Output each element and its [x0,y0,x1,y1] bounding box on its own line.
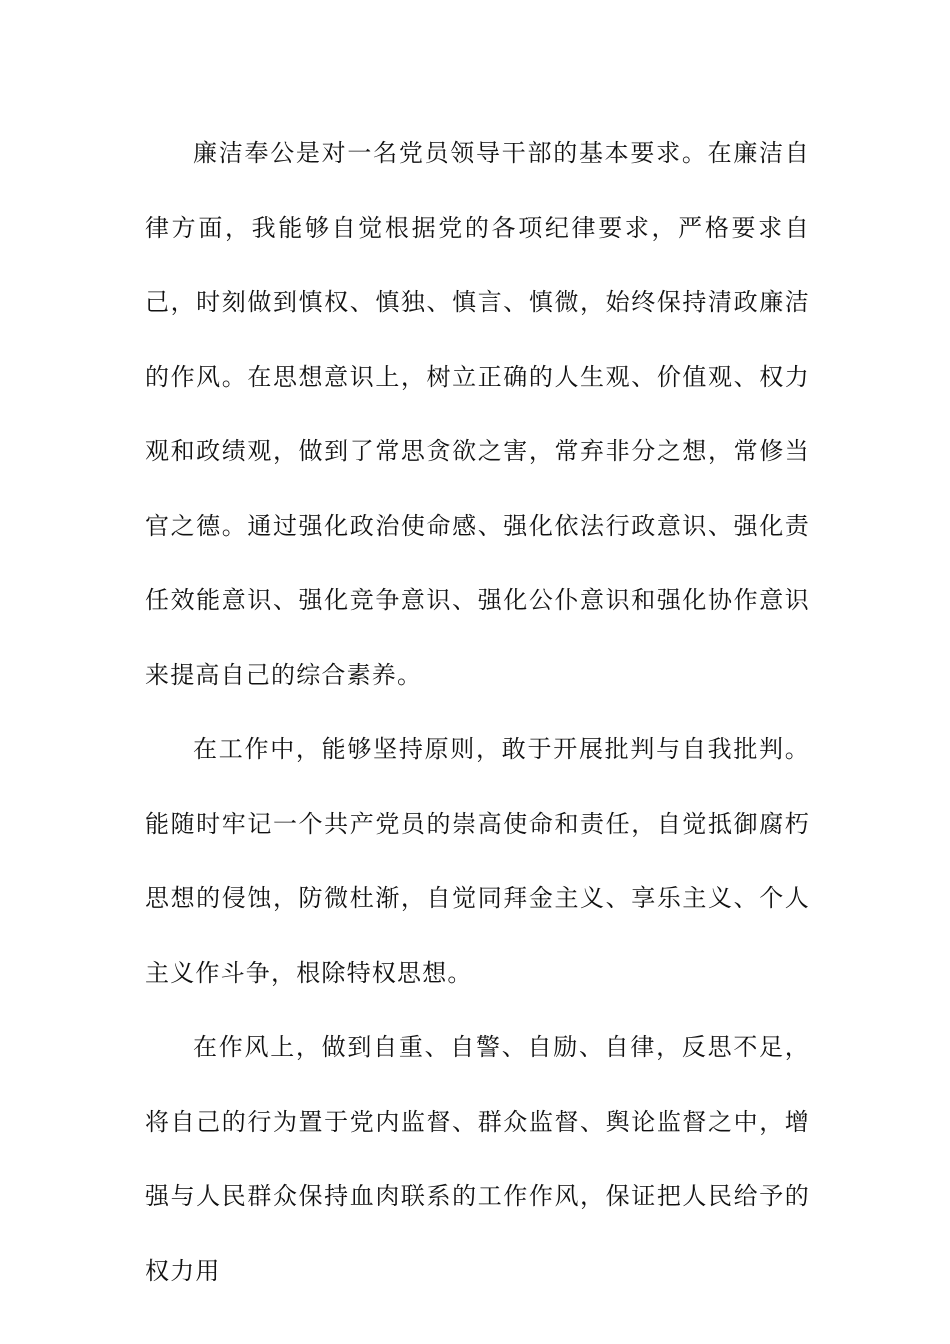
paragraph-integrity: 廉洁奉公是对一名党员领导干部的基本要求。在廉洁自律方面，我能够自觉根据党的各项纪律要求，严格要求自己，时刻做到慎权、慎独、慎言、慎微，始终保持清政廉洁的作风。在思想意识上，树立正确的人生观、价值观、权力观和政绩观，做到了常思贪欲之害，常弃非分之想，常修当官之德。通过强化政治使命感、强化依法行政意识、强化责任效能意识、强化竞争意识、强化公仆意识和强化协作意识来提高自己的综合素养。 [145,139,810,689]
paragraph-style: 在作风上，做到自重、自警、自励、自律，反思不足，将自己的行为置于党内监督、群众监督、舆论监督之中，增强与人民群众保持血肉联系的工作作风，保证把人民给予的权力用 [145,1033,810,1285]
document-body [145,116,810,1308]
paragraph-work: 在工作中，能够坚持原则，敢于开展批判与自我批判。能随时牢记一个共产党员的崇高使命和责任，自觉抵御腐朽思想的侵蚀，防微杜渐，自觉同拜金主义、享乐主义、个人主义作斗争，根除特权思想。 [145,735,810,987]
